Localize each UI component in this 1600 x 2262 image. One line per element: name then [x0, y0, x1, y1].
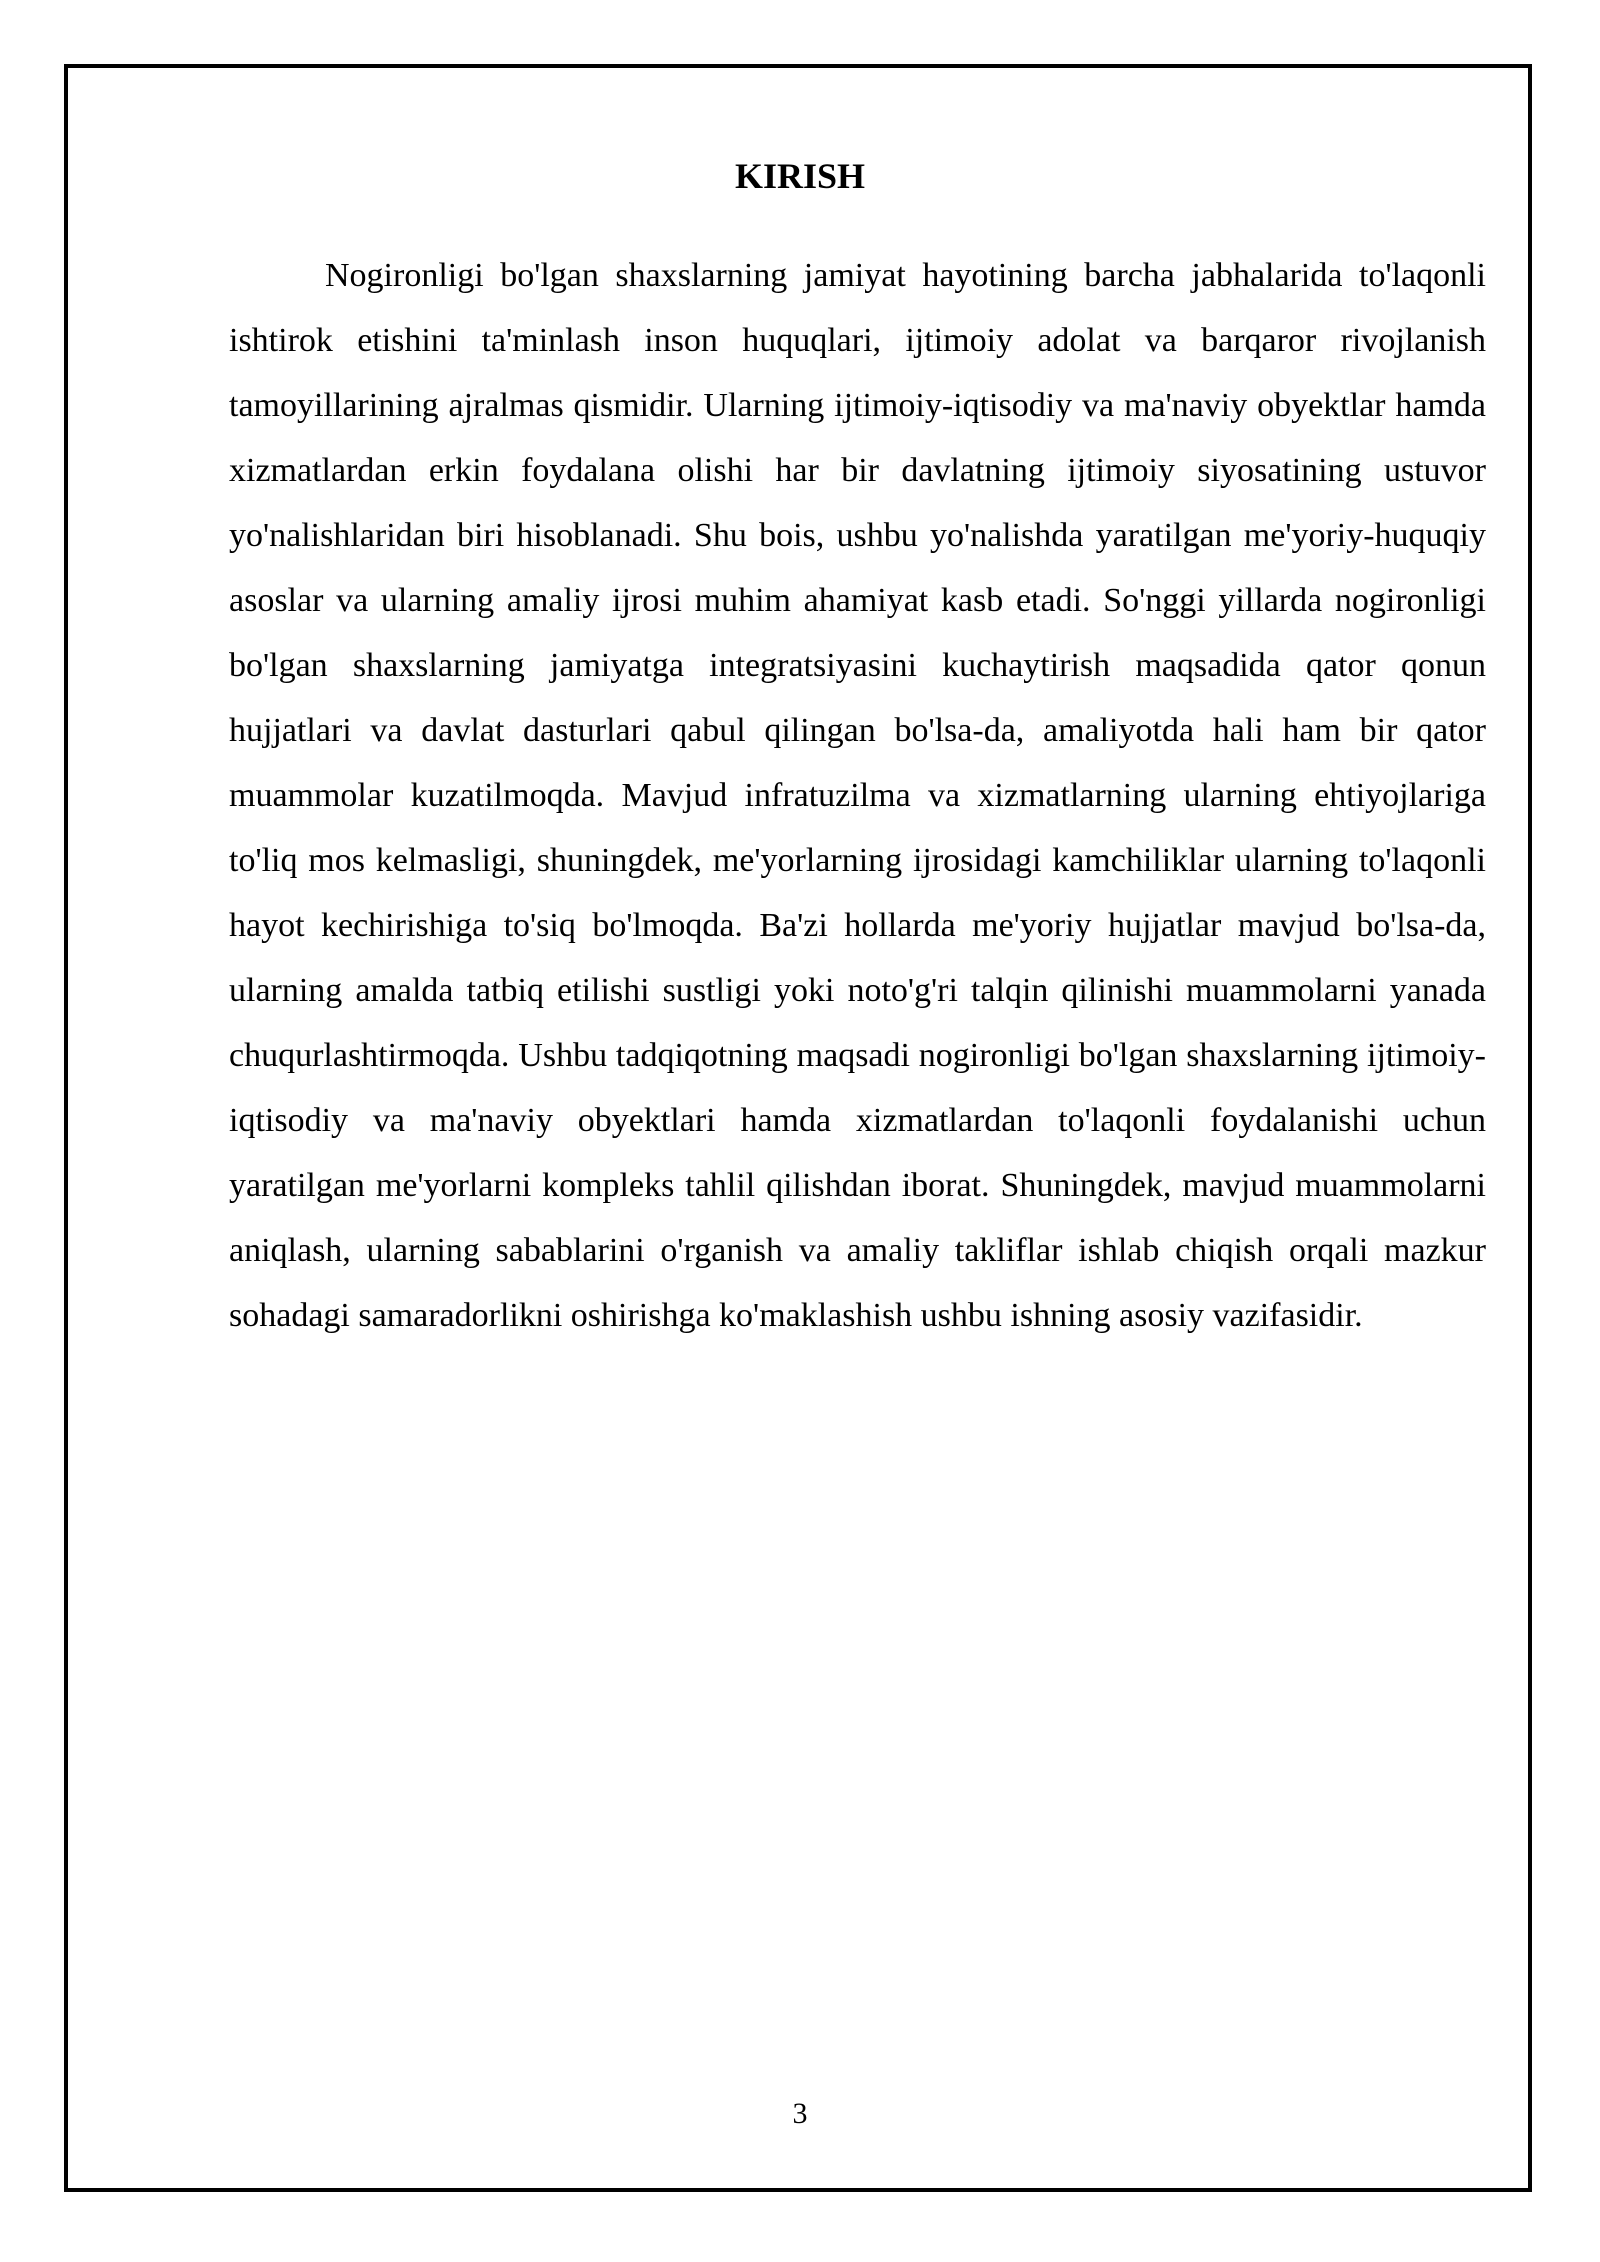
page-number: 3: [792, 2097, 808, 2130]
body-paragraph: Nogironligi bo'lgan shaxslarning jamiyat hayotining barcha jabhalarida to'laqonli ishtirok etishini ta'minlash inson huquqlari, ijtimoiy adolat va barqaror rivojlanish tamoyillarining ajralmas qismidir. Ularning ijtimoiy-iqtisodiy va ma'naviy obyektlar hamda xizmatlardan erkin foydalana olishi har bir davlatning ijtimoiy siyosatining ustuvor yo'nalishlaridan biri hisoblanadi. Shu bois, ushbu yo'nalishda yaratilgan me'yoriy-huquqiy asoslar va ularning amaliy ijrosi muhim ahamiyat kasb etadi. So'nggi yillarda nogironligi bo'lgan shaxslarning jamiyatga integratsiyasini kuchaytirish maqsadida qator qonun hujjatlari va davlat dasturlari qabul qilingan bo'lsa-da, amaliyotda hali ham bir qator muammolar kuzatilmoqda. Mavjud infratuzilma va xizmatlarning ularning ehtiyojlariga to'liq mos kelmasligi, shuningdek, me'yorlarning ijrosidagi kamchiliklar ularning to'laqonli hayot kechirishiga to'siq bo'lmoqda. Ba'zi hollarda me'yoriy hujjatlar mavjud bo'lsa-da, ularning amalda tatbiq etilishi sustligi yoki noto'g'ri talqin qilinishi muammolarni yanada chuqurlashtirmoqda. Ushbu tadqiqotning maqsadi nogironligi bo'lgan shaxslarning ijtimoiy-iqtisodiy va ma'naviy obyektlari hamda xizmatlardan to'laqonli foydalanishi uchun yaratilgan me'yorlarni kompleks tahlil qilishdan iborat. Shuningdek, mavjud muammolarni aniqlash, ularning sabablarini o'rganish va amaliy takliflar ishlab chiqish orqali mazkur sohadagi samaradorlikni oshirishga ko'maklashish ushbu ishning asosiy vazifasidir.: [229, 257, 1486, 1334]
section-heading: KIRISH: [734, 156, 866, 196]
